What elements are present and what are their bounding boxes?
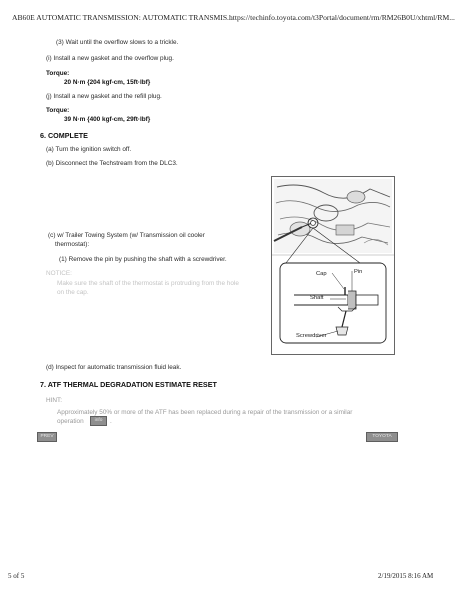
engine-photo <box>274 179 392 253</box>
figure-label-pin: Pin <box>354 269 363 275</box>
hint-period: . <box>110 418 112 425</box>
notice-label: NOTICE: <box>46 270 72 277</box>
page-count: 5 of 5 <box>8 572 25 580</box>
thermostat-illustration <box>271 176 395 355</box>
complete-step-a: (a) Turn the ignition switch off. <box>46 146 132 153</box>
notice-line-2: on the cap. <box>57 289 89 296</box>
hint-line-2: operation <box>57 418 84 425</box>
complete-step-b: (b) Disconnect the Techstream from the DLC3. <box>46 160 178 167</box>
complete-step-c1: (1) Remove the pin by pushing the shaft with a screwdriver. <box>59 256 227 263</box>
hint-line-1: Approximately 50% or more of the ATF has been replaced during a repair of the transmission or a similar <box>57 409 353 416</box>
torque-value-1: 20 N·m {204 kgf-cm, 15ft·lbf} <box>64 79 151 86</box>
complete-step-c-line1: (c) w/ Trailer Towing System (w/ Transmission oil cooler <box>48 232 205 239</box>
figure-label-screwdriver: Screwdriver <box>296 333 327 339</box>
hint-label: HINT: <box>46 397 62 404</box>
toyota-button[interactable]: TOYOTA <box>366 432 398 442</box>
prev-button[interactable]: PREV <box>37 432 57 442</box>
print-timestamp: 2/19/2015 8:16 AM <box>378 572 434 580</box>
torque-label-2: Torque: <box>46 107 70 114</box>
figure-label-shaft: Shaft <box>310 295 324 301</box>
notice-line-1: Make sure the shaft of the thermostat is protruding from the hole <box>57 280 239 287</box>
torque-label-1: Torque: <box>46 70 70 77</box>
complete-step-c-line2: thermostat): <box>55 241 90 248</box>
figure-label-cap: Cap <box>316 271 327 277</box>
section-complete-heading: 6. COMPLETE <box>40 131 88 140</box>
torque-value-2: 39 N·m {400 kgf-cm, 29ft·lbf} <box>64 116 151 123</box>
info-button[interactable]: info <box>90 416 107 426</box>
section-atf-heading: 7. ATF THERMAL DEGRADATION ESTIMATE RESET <box>40 380 217 389</box>
page-header-url: https://techinfo.toyota.com/t3Portal/document/rm/RM26B0U/xhtml/RM... <box>229 13 455 22</box>
step-i: (i) Install a new gasket and the overflow plug. <box>46 55 174 62</box>
thermostat-detail <box>280 263 386 343</box>
complete-step-d: (d) Inspect for automatic transmission fluid leak. <box>46 364 182 371</box>
step-j: (j) Install a new gasket and the refill plug. <box>46 93 162 100</box>
thermostat-diagram <box>272 177 394 354</box>
page-header-title: AB60E AUTOMATIC TRANSMISSION: AUTOMATIC TRANSMIS... <box>12 13 233 22</box>
step-3: (3) Wait until the overflow slows to a trickle. <box>56 39 179 46</box>
